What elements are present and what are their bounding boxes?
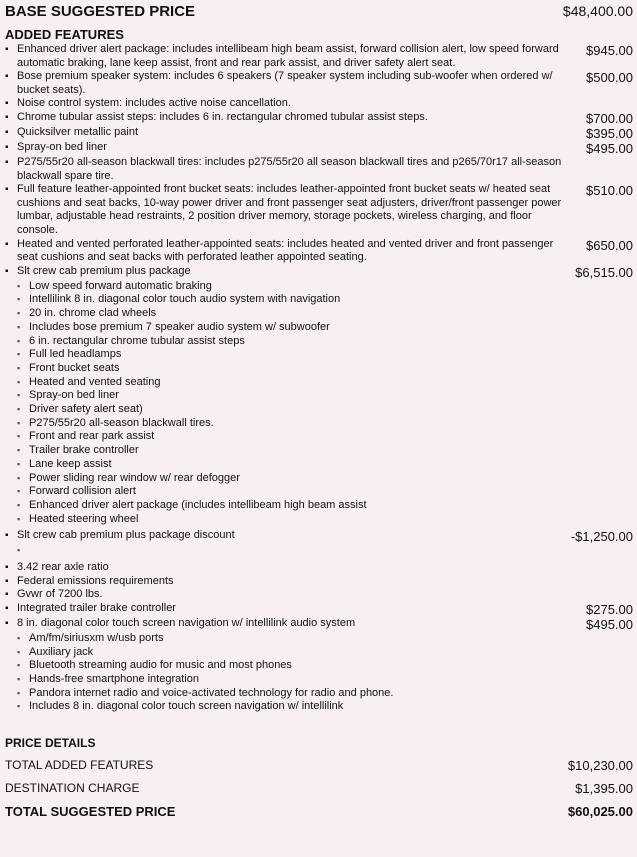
feature-price: $275.00: [586, 601, 633, 617]
feature-description: ▪ Enhanced driver alert package: includes intellibeam high beam assist, forward collision alert, low speed forward automatic braking, lane keep assist, front and rear park assist, and driver safety alert seat.: [5, 43, 565, 70]
feature-item: [5, 602, 633, 617]
feature-item: [5, 238, 633, 265]
feature-item: [5, 156, 633, 183]
sub-item: ▪ Bluetooth streaming audio for music and most phones: [5, 659, 633, 673]
sub-item: ▪ Driver safety alert seat): [5, 403, 633, 417]
feature-item: [5, 575, 633, 589]
sub-item: ▪ Spray-on bed liner: [5, 389, 633, 403]
feature-description: ▪ Chrome tubular assist steps: includes 6 in. rectangular chromed tubular assist steps.: [5, 111, 565, 125]
feature-description: ▪ Bose premium speaker system: includes 6 speakers (7 speaker system including sub-woofer when ordered w/ bucket seats).: [5, 70, 565, 97]
feature-description: ▪ Gvwr of 7200 lbs.: [5, 588, 565, 602]
feature-description: ▪ Heated and vented perforated leather-appointed seats: includes heated and vented driver and front passenger seat cushions and seat backs with perforated leather appointed seating.: [5, 238, 565, 265]
destination-row: [5, 781, 633, 796]
feature-description: ▪ Integrated trailer brake controller: [5, 602, 565, 616]
sub-item: ▪ 20 in. chrome clad wheels: [5, 307, 633, 321]
feature-item: [5, 141, 633, 156]
total-added-value: $10,230.00: [567, 758, 633, 774]
sub-item: ▪ Hands-free smartphone integration: [5, 673, 633, 687]
feature-item: [5, 561, 633, 575]
sub-item: ▪ Heated steering wheel: [5, 513, 633, 527]
feature-item: [5, 588, 633, 602]
sub-item: ▪ Includes 8 in. diagonal color touch screen navigation w/ intellilink: [5, 700, 633, 714]
feature-price: $6,515.00: [575, 264, 633, 280]
total-suggested-value: $60,025.00: [567, 804, 633, 820]
sub-item: ▪ 6 in. rectangular chrome tubular assist steps: [5, 335, 633, 349]
sub-item: ▪ Heated and vented seating: [5, 376, 633, 390]
sub-item: ▪ Full led headlamps: [5, 348, 633, 362]
feature-price: $500.00: [586, 70, 633, 86]
feature-price: $945.00: [586, 43, 633, 58]
discount-items-list: [5, 544, 633, 558]
features-group-discount: [5, 529, 633, 544]
feature-description: ▪ Spray-on bed liner: [5, 141, 565, 155]
features-group-main: [5, 43, 633, 280]
package-items-list: [5, 280, 633, 527]
feature-item: [5, 97, 633, 111]
feature-price: -$1,250.00: [570, 529, 633, 545]
sub-item: ▪ Front and rear park assist: [5, 430, 633, 444]
feature-price: $495.00: [586, 616, 633, 632]
feature-item: [5, 126, 633, 141]
sub-item: ▪ Includes bose premium 7 speaker audio system w/ subwoofer: [5, 321, 633, 335]
features-list: [5, 43, 633, 714]
sub-item: ▪ Intellilink 8 in. diagonal color touch audio system with navigation: [5, 293, 633, 307]
feature-item: [5, 43, 633, 70]
feature-item: [5, 265, 633, 280]
total-added-label: TOTAL ADDED FEATURES: [5, 758, 154, 773]
price-details-title: PRICE DETAILS: [5, 736, 96, 751]
base-price-value: $48,400.00: [562, 3, 633, 19]
sub-item: [5, 544, 633, 558]
sub-item: ▪ Enhanced driver alert package (includes intellibeam high beam assist: [5, 499, 633, 513]
base-price-label: BASE SUGGESTED PRICE: [5, 2, 196, 20]
sub-item: ▪ Pandora internet radio and voice-activated technology for radio and phone.: [5, 687, 633, 701]
navigation-items-list: [5, 632, 633, 714]
feature-description: ▪ Federal emissions requirements: [5, 575, 565, 589]
feature-description: ▪ P275/55r20 all-season blackwall tires: includes p275/55r20 all season blackwall tires and p265/70r17 all-season blackwall spare tire.: [5, 156, 565, 183]
sub-item: ▪ Auxiliary jack: [5, 646, 633, 660]
base-price-row: [5, 0, 633, 22]
feature-description: ▪ Full feature leather-appointed front bucket seats: includes leather-appointed front bucket seats w/ heated seat cushions and seat backs, 10-way power driver and front passenger seat adjusters, driver/front passenger power lumbar, adjustable head restraints, 2 position driver memory, storage pockets, wireless charging, and floor console.: [5, 183, 565, 237]
features-group-other: [5, 561, 633, 632]
feature-price: $495.00: [586, 140, 633, 156]
feature-description: ▪ Quicksilver metallic paint: [5, 126, 565, 140]
feature-item: [5, 529, 633, 544]
total-suggested-label: TOTAL SUGGESTED PRICE: [5, 804, 176, 820]
feature-item: [5, 617, 633, 632]
feature-description: ▪ Noise control system: includes active noise cancellation.: [5, 97, 565, 111]
feature-price: $395.00: [586, 125, 633, 141]
destination-label: DESTINATION CHARGE: [5, 781, 140, 796]
feature-price: $510.00: [586, 183, 633, 199]
sub-item: ▪ Lane keep assist: [5, 458, 633, 472]
sub-item: ▪ Power sliding rear window w/ rear defogger: [5, 472, 633, 486]
sub-item: ▪ Trailer brake controller: [5, 444, 633, 458]
sub-item: ▪ Am/fm/siriusxm w/usb ports: [5, 632, 633, 646]
sub-item: ▪ Front bucket seats: [5, 362, 633, 376]
feature-item: [5, 183, 633, 237]
sub-item: ▪ Forward collision alert: [5, 485, 633, 499]
feature-description: ▪ 3.42 rear axle ratio: [5, 561, 565, 575]
sub-item: ▪ Low speed forward automatic braking: [5, 280, 633, 294]
total-suggested-row: [5, 804, 633, 819]
sub-item: ▪ P275/55r20 all-season blackwall tires.: [5, 417, 633, 431]
destination-value: $1,395.00: [575, 781, 633, 797]
feature-item: [5, 70, 633, 97]
price-sheet: [5, 0, 633, 819]
feature-description: ▪ 8 in. diagonal color touch screen navigation w/ intellilink audio system: [5, 617, 565, 631]
feature-item: [5, 111, 633, 126]
feature-description: ▪ Slt crew cab premium plus package: [5, 265, 565, 279]
feature-description: ▪ Slt crew cab premium plus package discount: [5, 529, 565, 543]
feature-price: $700.00: [586, 110, 633, 126]
feature-price: $650.00: [586, 237, 633, 253]
total-added-row: [5, 758, 633, 773]
added-features-title: ADDED FEATURES: [5, 27, 124, 42]
